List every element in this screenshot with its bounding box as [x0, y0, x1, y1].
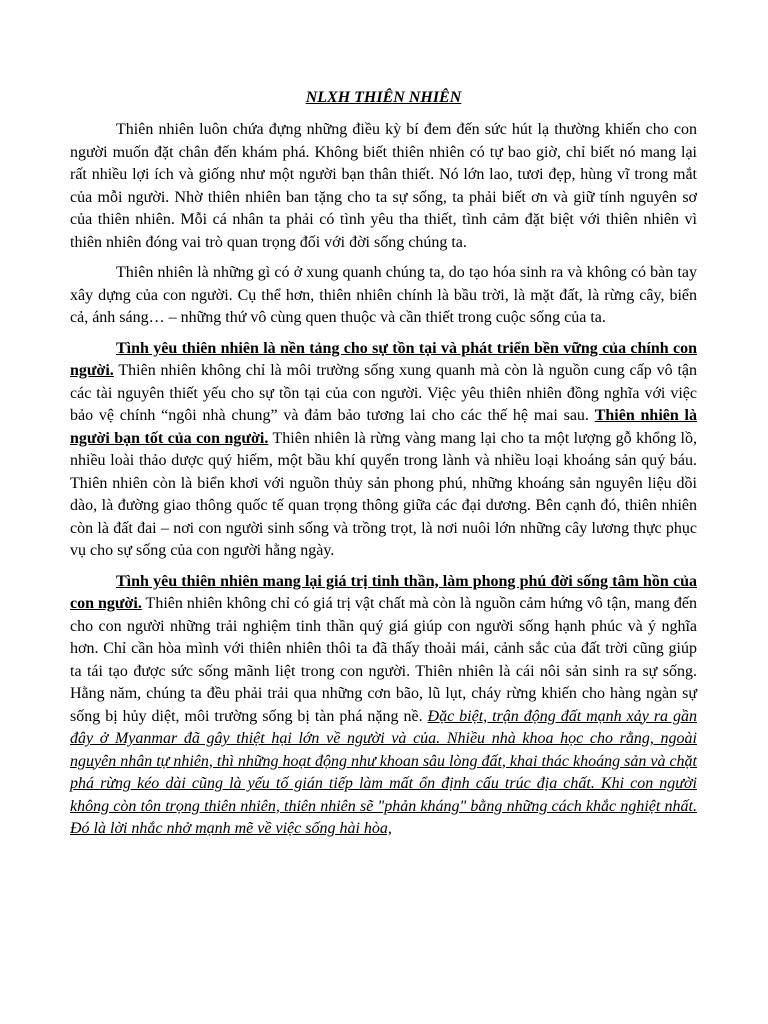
paragraph-heading: Tình yêu thiên nhiên mang lại giá trị tinh thần, làm phong phú đời sống tâm hồn của con người. [70, 572, 697, 612]
paragraph-text: Thiên nhiên không chỉ có giá trị vật chất mà còn là nguồn cảm hứng vô tận, mang đến cho con người những trải nghiệm tinh thần quý giá giúp con người sống hạnh phúc và ý nghĩa hơn. Chỉ cần hòa mình với thiên nhiên thôi ta đã thấy thoải mái, cảnh sắc của đất trời cũng giúp ta tái tạo được sức sống mãnh liệt trong con người. Thiên nhiên là cái nôi sản sinh ra sự sống. Hằng năm, chúng ta đều phải trải qua những cơn bão, lũ lụt, cháy rừng khiến cho hàng ngàn sự sống bị hủy diệt, môi trường sống bị tàn phá nặng nề. [70, 595, 697, 725]
paragraph-intro: Thiên nhiên luôn chứa đựng những điều kỳ bí đem đến sức hút lạ thường khiến cho con người muốn đặt chân đến khám phá. Không biết thiên nhiên có tự bao giờ, chỉ biết nó mang lại rất nhiều lợi ích và giống như một người bạn thân thiết. Nó lớn lao, tươi đẹp, hùng vĩ trong mắt của mỗi người. Nhờ thiên nhiên ban tặng cho ta sự sống, ta phải biết ơn và giữ tính nguyên sơ của thiên nhiên. Mỗi cá nhân ta phải có tình yêu tha thiết, tình cảm đặt biệt với thiên nhiên vì thiên nhiên đóng vai trò quan trọng đối với đời sống chúng ta. [70, 121, 697, 251]
paragraph-definition: Thiên nhiên là những gì có ở xung quanh chúng ta, do tạo hóa sinh ra và không có bàn tay xây dựng của con người. Cụ thể hơn, thiên nhiên chính là bầu trời, là mặt đất, là rừng cây, biển cả, ánh sáng… – những thứ vô cùng quen thuộc và cần thiết trong cuộc sống của ta. [70, 264, 697, 326]
paragraph-text: Thiên nhiên không chỉ là môi trường sống xung quanh mà còn là nguồn cung cấp vô tận các tài nguyên thiết yếu cho sự tồn tại của con người. Việc yêu thiên nhiên đồng nghĩa với việc bảo vệ chính “ngôi nhà chung” và đảm bảo tương lai cho các thế hệ mai sau. [70, 362, 697, 424]
paragraph-foundation [70, 338, 697, 563]
paragraph-heading: Thiên nhiên là người bạn tốt của con người. [70, 407, 698, 447]
emphasis-text: Đặc biệt, trận động đất mạnh xảy ra gần đây ở Myanmar đã gây thiệt hại lớn về người và của. Nhiều nhà khoa học cho rằng, ngoài nguyên nhân tự nhiên, thì những hoạt động như khoan sâu lòng đất, khai thác khoáng sản và chặt phá rừng kéo dài cũng là yếu tố gián tiếp làm mất ổn định cấu trúc địa chất. Khi con người không còn tôn trọng thiên nhiên, thiên nhiên sẽ "phản kháng" bằng những cách khắc nghiệt nhất. Đó là lời nhắc nhở mạnh mẽ về việc sống hài hòa, [70, 707, 698, 837]
page-title: NLXH THIÊN NHIÊN [305, 89, 462, 106]
paragraph-text: Thiên nhiên là rừng vàng mang lại cho ta một lượng gỗ khổng lồ, nhiều loài thảo dược quý hiếm, một bầu khí quyển trong lành và nhiều loại khoáng sản quý báu. Thiên nhiên còn là biển khơi với nguồn thủy sản phong phú, những khoáng sản nguyên liệu dồi dào, là đường giao thông quốc tế quan trọng thông giữa các đại dương. Bên cạnh đó, thiên nhiên còn là đất đai – nơi con người sinh sống và trồng trọt, là nơi nuôi lớn những cây lương thực phục vụ cho sự sống của con người hằng ngày. [70, 429, 697, 559]
paragraph-heading: Tình yêu thiên nhiên là nền tảng cho sự tồn tại và phát triển bền vững của chính con người. [70, 339, 697, 379]
paragraph-spiritual [70, 571, 697, 841]
